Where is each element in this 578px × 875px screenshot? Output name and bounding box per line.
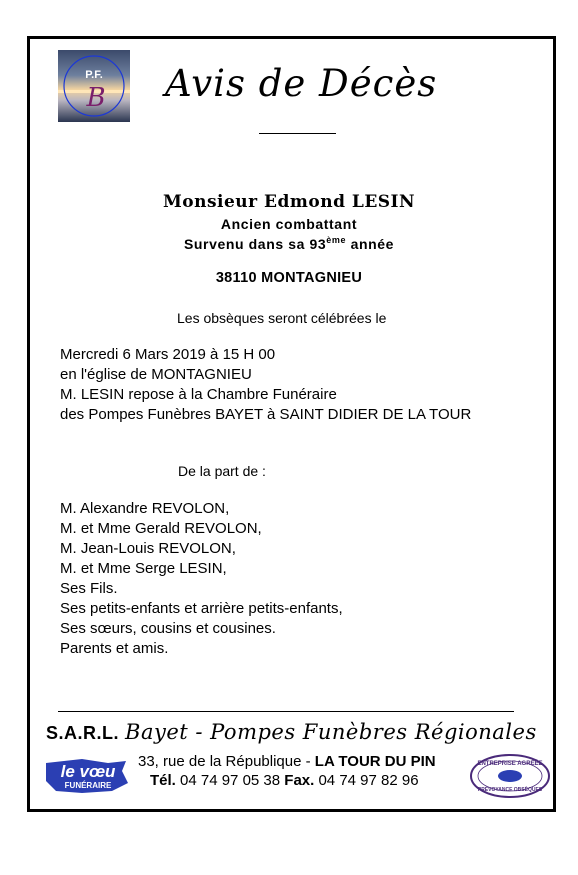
family-intro: De la part de : [178, 463, 266, 479]
family-line: M. Alexandre REVOLON, [60, 500, 230, 517]
family-line: Ses petits-enfants et arrière petits-enfants, [60, 600, 343, 617]
ceremony-intro: Les obsèques seront célébrées le [177, 310, 387, 326]
ceremony-line: M. LESIN repose à la Chambre Funéraire [60, 386, 337, 403]
age-superscript: ème [326, 235, 347, 245]
age-suffix: année [346, 236, 395, 252]
deceased-role: Ancien combattant [220, 216, 358, 232]
company-name [46, 720, 537, 744]
deceased-age [0, 235, 578, 252]
company-address [138, 753, 436, 770]
family-line: M. et Mme Serge LESIN, [60, 560, 227, 577]
tel-number: 04 74 97 05 38 [175, 772, 285, 789]
fax-number: 04 74 97 82 96 [314, 772, 419, 789]
tel-label: Tél. [150, 772, 176, 789]
title-divider [259, 133, 336, 134]
right-logo-text-2: PRÉVOYANCE OBSÈQUES [477, 787, 543, 793]
company-script: Bayet - Pompes Funèbres Régionales [125, 720, 537, 744]
ceremony-details [60, 345, 471, 425]
family-list [60, 499, 343, 659]
family-line: Ses Fils. [60, 580, 118, 597]
le-voeu-funeraire-logo [42, 757, 134, 795]
right-logo-text-1: ENTREPRISE AGRÉÉE [477, 761, 543, 767]
family-line: Parents et amis. [60, 640, 169, 657]
logo-text-pf: P.F. [85, 69, 103, 81]
left-logo-text-2: FUNÉRAIRE [64, 781, 112, 790]
deceased-name: Monsieur Edmond LESIN [162, 192, 416, 212]
family-line: M. Jean-Louis REVOLON, [60, 540, 236, 557]
logo-text-b: B [86, 83, 106, 113]
company-phones [150, 772, 419, 789]
entreprise-agreee-logo [469, 753, 551, 799]
age-prefix: Survenu dans sa 93 [183, 236, 327, 252]
fax-label: Fax. [284, 772, 315, 789]
ceremony-line: en l'église de MONTAGNIEU [60, 366, 252, 383]
ceremony-line: des Pompes Funèbres BAYET à SAINT DIDIER DE LA TOUR [60, 406, 472, 423]
pf-bayet-logo [58, 50, 130, 122]
family-line: M. et Mme Gerald REVOLON, [60, 520, 262, 537]
ceremony-line: Mercredi 6 Mars 2019 à 15 H 00 [60, 346, 276, 363]
address-street: 33, rue de la République - [138, 753, 315, 770]
notice-title: Avis de Décès [165, 62, 438, 105]
family-line: Ses sœurs, cousins et cousines. [60, 620, 276, 637]
left-logo-text-1: le vœu [60, 762, 116, 781]
company-sarl: S.A.R.L. [46, 723, 120, 743]
address-city: LA TOUR DU PIN [314, 753, 436, 770]
deceased-town: 38110 MONTAGNIEU [215, 270, 363, 286]
footer-divider [58, 711, 514, 712]
